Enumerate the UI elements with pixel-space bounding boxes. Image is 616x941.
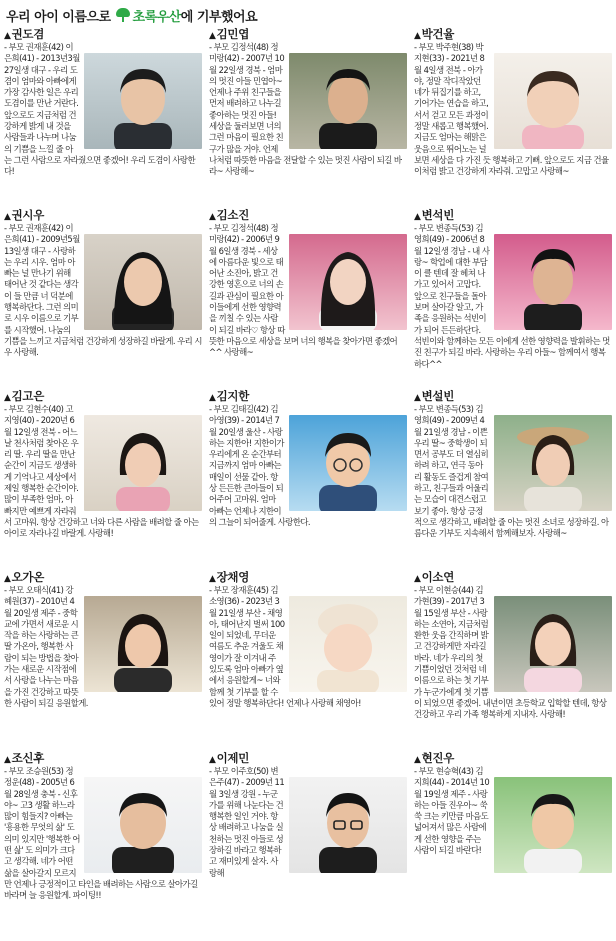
- page-header: [0, 0, 616, 26]
- donor-card: [4, 751, 202, 941]
- header-brand: 초록우산: [132, 9, 181, 25]
- card-message: - 부모 김현수(40) 고지영(40) - 2020년 6월 12일생 전북 - 어느 날 천사처럼 찾아온 우리 딸. 우리 딸을 만난 순간이 지금도 생생하게 기억나고 세상에서 제일 행복한 순간이야. 많이 부족한 엄마, 아빠지만 예쁘게 자라줘서 고마워. 항상 건강하고 너와 다른 사람을 배려할 줄 아는 아이로 자라나길 바랄게. 사랑해!: [4, 404, 199, 539]
- donor-card: [209, 27, 407, 217]
- donor-card: [414, 389, 612, 579]
- child-name: ▲김민엽: [209, 27, 250, 41]
- child-photo: [289, 596, 407, 692]
- donor-card: [414, 208, 612, 398]
- child-photo: [289, 415, 407, 511]
- triangle-icon: ▲: [414, 574, 421, 584]
- donor-card: [4, 208, 202, 398]
- child-name: ▲현진우: [414, 751, 455, 765]
- donor-card: [4, 570, 202, 760]
- donor-grid: [4, 27, 612, 935]
- card-message: - 부모 이현승(44) 김가현(39) - 2017년 3월 15일생 부산 - 사랑하는 소연아, 지금처럼 환한 웃음 간직하며 밝고 건강하게만 자라길 바라. 네가 우리의 첫 기쁨이었던 것처럼 네 이름으로 하는 첫 기부가 누군가에게 첫 기쁨이 되었으면 좋겠어. 내년이면 초등학교 입학할 텐데, 항상 건강하고 우리 가족 행복하게 지내자. 사랑해!: [414, 585, 607, 720]
- triangle-icon: ▲: [209, 393, 216, 403]
- card-message: - 부모 변종득(53) 김영희(49) - 2006년 8월 12일생 경남 - 내 사랑~ 학업에 대한 부담이 클 텐데 잘 헤쳐 나가고 있어서 고맙다. 앞으로 친구들을 돌아보며 살아갈 알고, 가족을 응원하는 석빈이가 되어 든든하단다. 석빈이와 함께하는 모든 이에게 선한 영향력을 발휘하는 멋진 친구가 되길 바라. 사랑하는 우리 아들~ 함께여서 행복하다^^: [414, 223, 610, 369]
- card-message: - 부모 박주현(38) 박지현(33) - 2021년 8월 4일생 전북 - 아가야, 정말 작디작았던 네가 뒤집기를 하고, 기어가는 연습을 하고, 서서 걷고 모든 과정이 정말 새롭고 행복했어. 지금도 엄마는 해맑은 웃음으로 뛰어노는 널 보면 세상을 다 가진 듯 행복하고 기뻐. 앞으로도 지금 건율이처럼 밝고 건강하게 자라줘. 고맙고 사랑해~: [414, 42, 609, 177]
- card-message: - 부모 김정석(48) 정미랑(42) - 2007년 10월 22일생 경북 - 엄마의 멋진 아들 민엽아~ 언제나 주위 친구들을 먼저 배려하고 나누길 좋아하는 멋진 아들! 세상을 둘러보면 너의 그런 마음이 필요한 친구가 많을 거야. 언제나처럼 따뜻한 마음을 전달할 수 있는 멋진 사람이 되길 바라~ 사랑해~: [209, 42, 402, 177]
- child-name: ▲변설빈: [414, 389, 455, 403]
- triangle-icon: ▲: [209, 574, 216, 584]
- card-message: - 부모 현승혁(43) 김지희(44) - 2014년 10월 19일생 제주 - 사랑하는 아들 진우아~ 쑥쑥 크는 키만큼 마음도 넓어져서 많은 사람에게 선한 영향을 주는 사람이 되길 바란다!: [414, 766, 490, 856]
- green-umbrella-tree-icon: [115, 8, 131, 22]
- header-prefix: 우리 아이 이름으로: [6, 9, 111, 25]
- triangle-icon: ▲: [4, 755, 11, 765]
- donor-card: [4, 27, 202, 217]
- child-name: ▲장채영: [209, 570, 250, 584]
- child-name: ▲이제민: [209, 751, 250, 765]
- child-photo: [494, 415, 612, 511]
- card-message: - 부모 권재훈(42) 이은희(41) - 2009년5월 13일생 대구 - 사랑하는 우리 시우. 엄마 아빠는 널 만나기 위해 태어난 것 같다는 생각이 들 만큼 너 덕분에 행복하단다. 그런 의미로 시우 이름으로 기부를 시작했어. 나눔의 기쁨을 느끼고 지금처럼 건강하게 성장하길 바랄게. 우리 시우 사랑해.: [4, 223, 202, 358]
- triangle-icon: ▲: [414, 212, 421, 222]
- child-name: ▲김고은: [4, 389, 45, 403]
- triangle-icon: ▲: [4, 31, 11, 41]
- triangle-icon: ▲: [209, 212, 216, 222]
- child-name: ▲박건율: [414, 27, 455, 41]
- child-name: ▲조신후: [4, 751, 45, 765]
- child-name: ▲권시우: [4, 208, 45, 222]
- triangle-icon: ▲: [4, 574, 11, 584]
- card-message: - 부모 권재훈(42) 이은희(41) - 2013년3월 27일생 대구 - 우리 도겸이 엄마와 아빠에게 가장 감사한 일은 우리 도겸이를 만난 거란다. 앞으로도 지금처럼 건강하게 밝게 내 것을 사람들과 나누며 나눔의 기쁨을 느낄 줄 아는 그런 사람으로 자라줬으면 좋겠어! 우리 도겸이 사랑한다!: [4, 42, 196, 177]
- donor-card: [414, 751, 612, 941]
- donor-card: [414, 570, 612, 760]
- triangle-icon: ▲: [209, 755, 216, 765]
- child-name: ▲변석빈: [414, 208, 455, 222]
- child-photo: [84, 777, 202, 873]
- header-suffix: 에 기부했어요: [180, 9, 258, 25]
- triangle-icon: ▲: [414, 393, 421, 403]
- card-message: - 부모 김정석(48) 정미랑(42) - 2006년 9월 6일생 경북 - 세상에 아름다운 빛으로 태어난 소진아, 밝고 건강한 영혼으로 너의 손길과 관심이 필요한 아이들에게 선한 영향력을 끼칠 수 있는 사람이 되길 바라♡ 항상 따뜻한 마음으로 세상을 보며 너의 행복을 찾아가면 좋겠어^^ 사랑해~: [209, 223, 398, 358]
- triangle-icon: ▲: [209, 31, 216, 41]
- child-photo: [84, 415, 202, 511]
- donor-card: [209, 570, 407, 760]
- card-message: - 부모 장재훈(45) 김소영(36) - 2023년 3월 21일생 부산 - 채영아, 태어난지 벌써 100일이 되었네, 무더운 여름도 추운 겨울도 채영이가 잘 이겨내 주 있도록 엄마 아빠가 옆에서 응원할게~ 너와 함께 첫 기부를 할 수 있어 정말 행복하단다! 언제나 사랑해 채영아!: [209, 585, 361, 708]
- child-name: ▲오가온: [4, 570, 45, 584]
- child-photo: [289, 53, 407, 149]
- child-photo: [84, 53, 202, 149]
- card-message: - 부모 오태식(41) 강혜원(37) - 2010년 4월 20일생 제주 - 중학교에 가면서 새로운 시작을 하는 사랑하는 큰딸 가온아, 행복한 사람이 되는 방법을 찾아가는 새로운 시작점에서 사랑을 나누는 마음을 가진 건강하고 따뜻한 사람이 되길 응원할게.: [4, 585, 88, 708]
- triangle-icon: ▲: [414, 755, 421, 765]
- donor-card: [414, 27, 612, 217]
- child-name: ▲김소진: [209, 208, 250, 222]
- child-photo: [494, 234, 612, 330]
- donor-card: [4, 389, 202, 579]
- child-name: ▲권도겸: [4, 27, 45, 41]
- donor-card: [209, 389, 407, 579]
- child-photo: [494, 777, 612, 873]
- child-name: ▲이소연: [414, 570, 455, 584]
- card-message: - 부모 변종득(53) 김영희(49) - 2009년 4월 21일생 경남 - 이쁜 우리 딸~ 중학생이 되면서 공부도 더 열심히 하려 하고, 연극 동아리 활동도 즐겁게 참여하고, 친구들과 어울리는 모습이 대견스럽고 보기 좋아. 항상 긍정적으로 생각하고, 배려할 줄 아는 멋진 소녀로 성장하길. 아름다운 기부도 지속해서 함께해보자. 사랑해~: [414, 404, 609, 539]
- child-photo: [289, 234, 407, 330]
- donor-card: [209, 208, 407, 398]
- child-photo: [494, 596, 612, 692]
- child-name: ▲김지한: [209, 389, 250, 403]
- card-message: - 부모 조승원(53) 정정운(48) - 2005년 6월 28일생 충북 - 신후야~ 고3 생활 하느라 많이 힘들지? 아빠는 '흥용한 무엇의 삶' 도 의미 있지만 '행복한 어떤 삶' 도 의미가 크다고 생각해. 네가 어떤 삶을 살아갈지 모르지만 언제나 긍정적이고 타인을 배려하는 사람으로 살아가길 바라며 늘 응원할게. 파이팅!!: [4, 766, 198, 901]
- triangle-icon: ▲: [4, 212, 11, 222]
- triangle-icon: ▲: [4, 393, 11, 403]
- child-photo: [494, 53, 612, 149]
- triangle-icon: ▲: [414, 31, 421, 41]
- card-message: - 부모 김태길(42) 김아영(39) - 2014년 7월 20일생 울산 - 사랑하는 지한아! 지한이가 우리에게 온 순간부터 지금까지 엄마 아빠는 매일이 선물 같아. 항상 든든한 큰아들이 되어주어 고마워. 엄마 아빠는 언제나 지한이의 그늘이 되어줄게. 사랑한다.: [209, 404, 311, 527]
- child-photo: [84, 596, 202, 692]
- card-message: - 부모 이주호(50) 변은주(47) - 2009년 11월 3일생 강원 - 누군가를 위해 나눈다는 건 행복한 일인 거야. 항상 배려하고 나눔을 실천하는 멋진 아들로 성장하길 바라고 행복하고 재미있게 살자. 사랑해: [209, 766, 285, 878]
- child-photo: [84, 234, 202, 330]
- donor-card: [209, 751, 407, 941]
- child-photo: [289, 777, 407, 873]
